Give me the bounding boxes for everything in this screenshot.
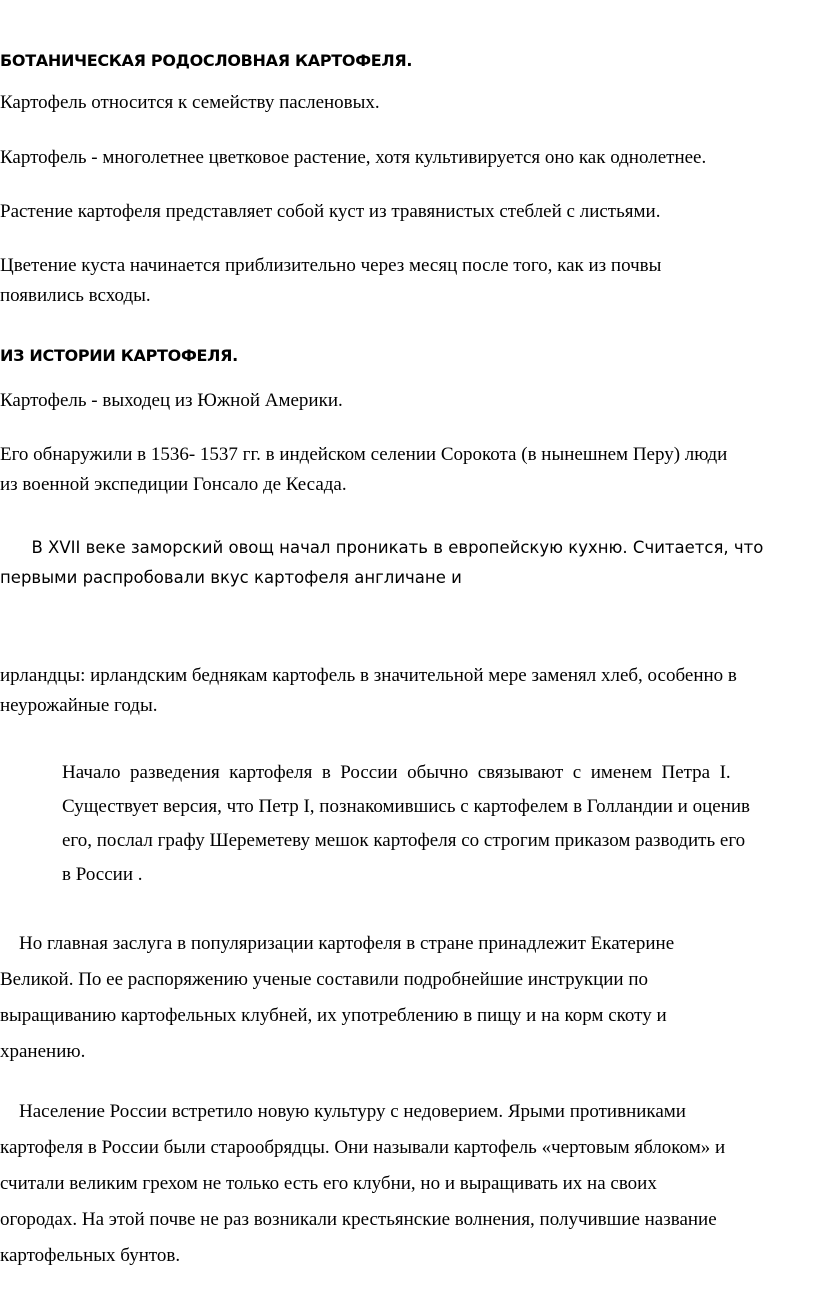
paragraph-line: огородах. На этой почве не раз возникали крестьянские волнения, получившие название	[0, 1209, 717, 1230]
paragraph-european-cuisine	[0, 533, 763, 593]
paragraph-line: в России .	[62, 864, 143, 885]
paragraph-line: хранению.	[0, 1041, 86, 1062]
paragraph-catherine	[0, 926, 674, 1070]
paragraph-peter-the-great	[62, 756, 750, 892]
paragraph-line: считали великим грехом не только есть его клубни, но и выращивать их на своих	[0, 1173, 657, 1194]
paragraph-line: неурожайные годы.	[0, 695, 158, 716]
paragraph-origin: Картофель - выходец из Южной Америки.	[0, 390, 343, 411]
paragraph-plant-description: Растение картофеля представляет собой куст из травянистых стеблей с листьями.	[0, 201, 661, 222]
paragraph-line: Начало разведения картофеля в России обычно связывают с именем Петра I.	[62, 762, 731, 783]
paragraph-line: из военной экспедиции Гонсало де Кесада.	[0, 474, 347, 495]
paragraph-line: картофельных бунтов.	[0, 1245, 181, 1266]
paragraph-line: выращиванию картофельных клубней, их употреблению в пищу и на корм скоту и	[0, 1005, 667, 1026]
paragraph-line: картофеля в России были старообрядцы. Они называли картофель «чертовым яблоком» и	[0, 1137, 726, 1158]
paragraph-line: Существует версия, что Петр I, познакомившись с картофелем в Голландии и оценив	[62, 796, 750, 817]
paragraph-family: Картофель относится к семейству пасленовых.	[0, 92, 380, 113]
paragraph-line: Цветение куста начинается приблизительно через месяц после того, как из почвы	[0, 255, 662, 276]
paragraph-line: его, послал графу Шереметеву мешок картофеля со строгим приказом разводить его	[62, 830, 746, 851]
paragraph-line: ирландцы: ирландским беднякам картофель в значительной мере заменял хлеб, особенно в	[0, 665, 737, 686]
paragraph-line: Но главная заслуга в популяризации картофеля в стране принадлежит Екатерине	[0, 933, 675, 954]
paragraph-line: Великой. По ее распоряжению ученые составили подробнейшие инструкции по	[0, 969, 649, 990]
paragraph-line: Его обнаружили в 1536- 1537 гг. в индейском селении Сорокота (в нынешнем Перу) люди	[0, 444, 728, 465]
paragraph-line: первыми распробовали вкус картофеля англичане и	[0, 568, 462, 587]
paragraph-potato-riots	[0, 1094, 725, 1274]
paragraph-flowering	[0, 251, 661, 311]
paragraph-line: Население России встретило новую культуру с недоверием. Ярыми противниками	[0, 1101, 686, 1122]
heading-botanical-pedigree: БОТАНИЧЕСКАЯ РОДОСЛОВНАЯ КАРТОФЕЛЯ.	[0, 51, 413, 70]
paragraph-line: В XVII веке заморский овощ начал проникать в европейскую кухню. Считается, что	[0, 538, 764, 557]
paragraph-perennial: Картофель - многолетнее цветковое растение, хотя культивируется оно как однолетнее.	[0, 147, 707, 168]
heading-history: ИЗ ИСТОРИИ КАРТОФЕЛЯ.	[0, 346, 238, 365]
paragraph-line: появились всходы.	[0, 285, 151, 306]
paragraph-irish	[0, 661, 737, 721]
paragraph-discovery	[0, 440, 727, 500]
